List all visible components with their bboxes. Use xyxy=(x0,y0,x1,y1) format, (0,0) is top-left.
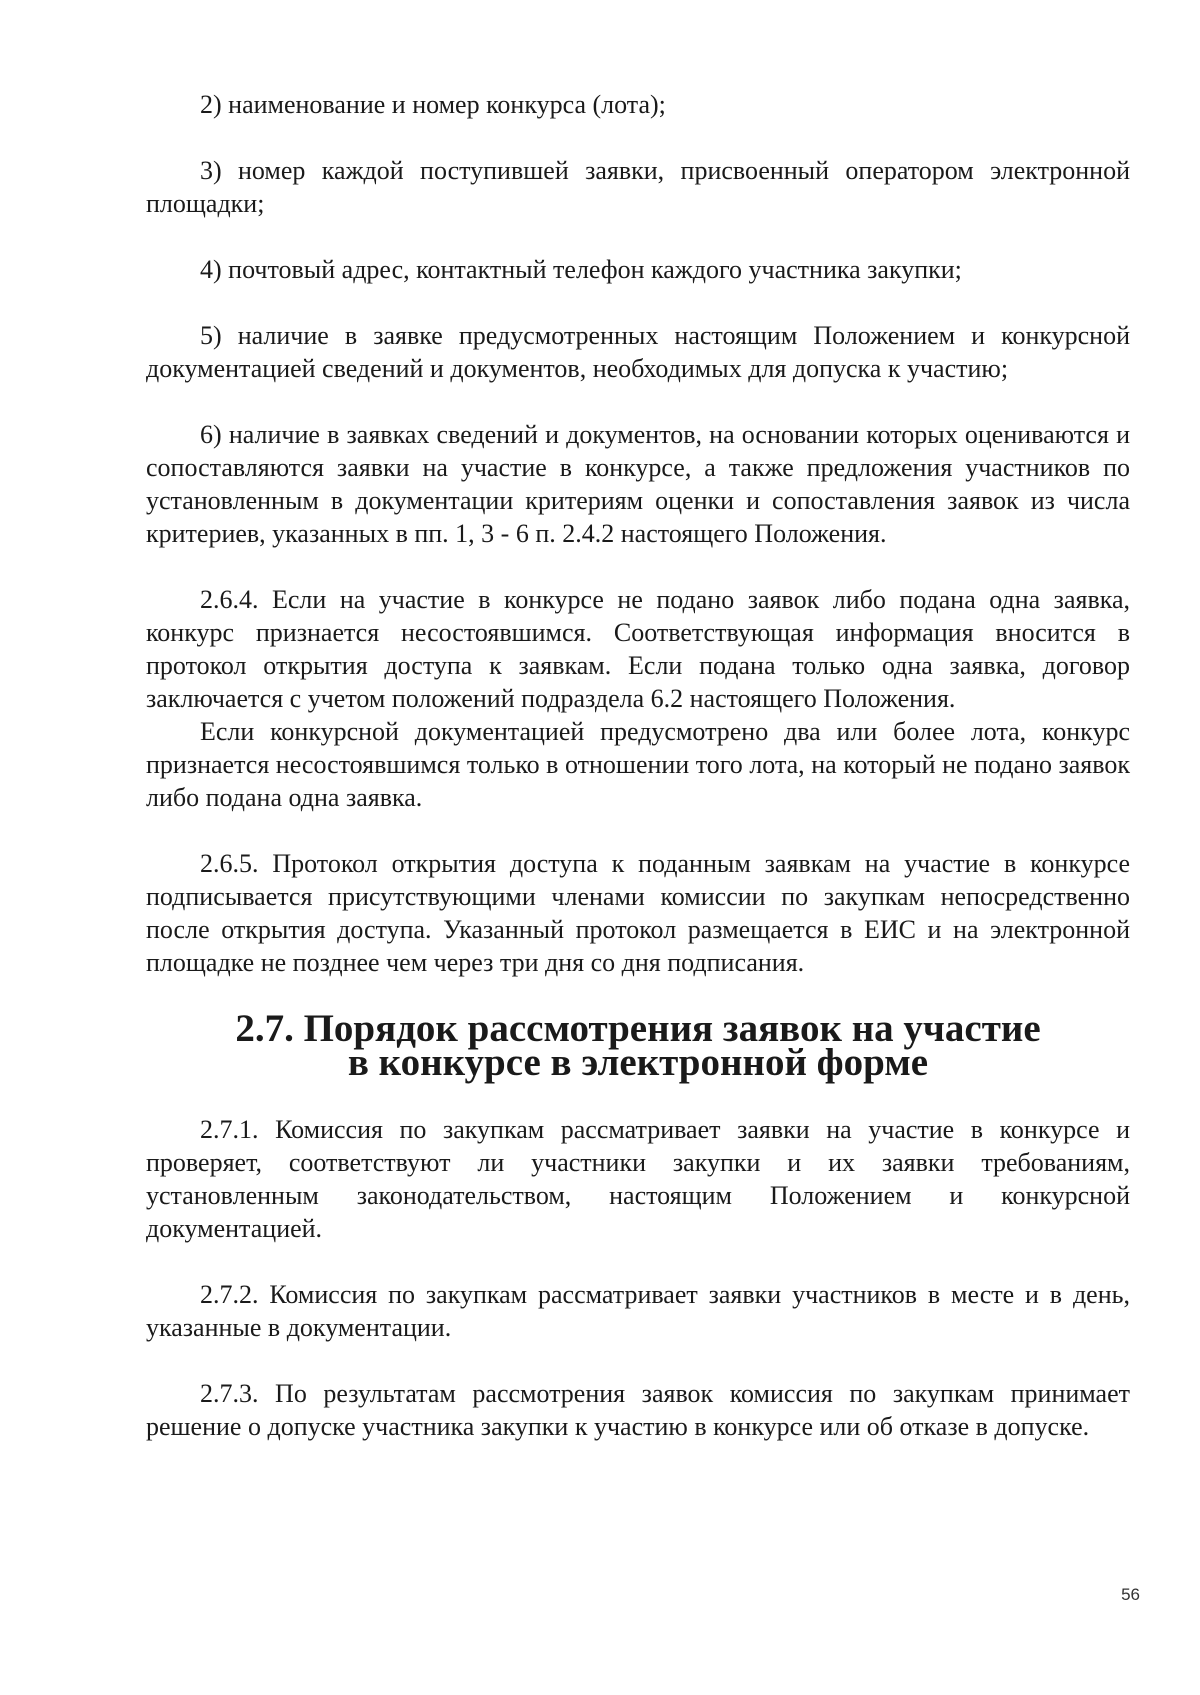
section-heading-line-2: в конкурсе в электронной форме xyxy=(347,1041,929,1084)
list-item-3: 3) номер каждой поступившей заявки, присвоенный оператором электронной площадки; xyxy=(146,156,1130,218)
clause-2-7-2: 2.7.2. Комиссия по закупкам рассматривает заявки участников в месте и в день, указанные в документации. xyxy=(146,1280,1130,1342)
section-heading-line-1: 2.7. Порядок рассмотрения заявок на участие xyxy=(235,1007,1041,1050)
clause-2-6-4-paragraph-2: Если конкурсной документацией предусмотрено два или более лота, конкурс признается несостоявшимся только в отношении того лота, на который не подано заявок либо подана одна заявка. xyxy=(146,717,1130,812)
clause-2-6-5: 2.6.5. Протокол открытия доступа к поданным заявкам на участие в конкурсе подписывается присутствующими членами комиссии по закупкам непосредственно после открытия доступа. Указанный протокол размещается в ЕИС и на электронной площадке не позднее чем через три дня со дня подписания. xyxy=(146,849,1130,977)
document-body xyxy=(146,88,1130,1443)
list-item-2: 2) наименование и номер конкурса (лота); xyxy=(200,90,666,119)
page-number: 56 xyxy=(1121,1585,1140,1604)
list-item-5: 5) наличие в заявке предусмотренных настоящим Положением и конкурсной документацией сведений и документов, необходимых для допуска к участию; xyxy=(146,321,1130,383)
clause-2-7-1: 2.7.1. Комиссия по закупкам рассматривает заявки на участие в конкурсе и проверяет, соответствуют ли участники закупки и их заявки требованиям, установленным законодательством, настоящим Положением и конкурсной документацией. xyxy=(146,1115,1130,1243)
clause-2-7-3: 2.7.3. По результатам рассмотрения заявок комиссия по закупкам принимает решение о допуске участника закупки к участию в конкурсе или об отказе в допуске. xyxy=(146,1379,1130,1441)
list-item-6: 6) наличие в заявках сведений и документов, на основании которых оцениваются и сопоставляются заявки на участие в конкурсе, а также предложения участников по установленным в документации критериям оценки и сопоставления заявок из числа критериев, указанных в пп. 1, 3 - 6 п. 2.4.2 настоящего Положения. xyxy=(146,420,1130,548)
list-item-4: 4) почтовый адрес, контактный телефон каждого участника закупки; xyxy=(200,255,962,284)
clause-2-6-4-paragraph-1: 2.6.4. Если на участие в конкурсе не подано заявок либо подана одна заявка, конкурс признается несостоявшимся. Соответствующая информация вносится в протокол открытия доступа к заявкам. Если подана только одна заявка, договор заключается с учетом положений подраздела 6.2 настоящего Положения. xyxy=(146,585,1130,713)
section-heading-2-7 xyxy=(146,1007,1130,1084)
